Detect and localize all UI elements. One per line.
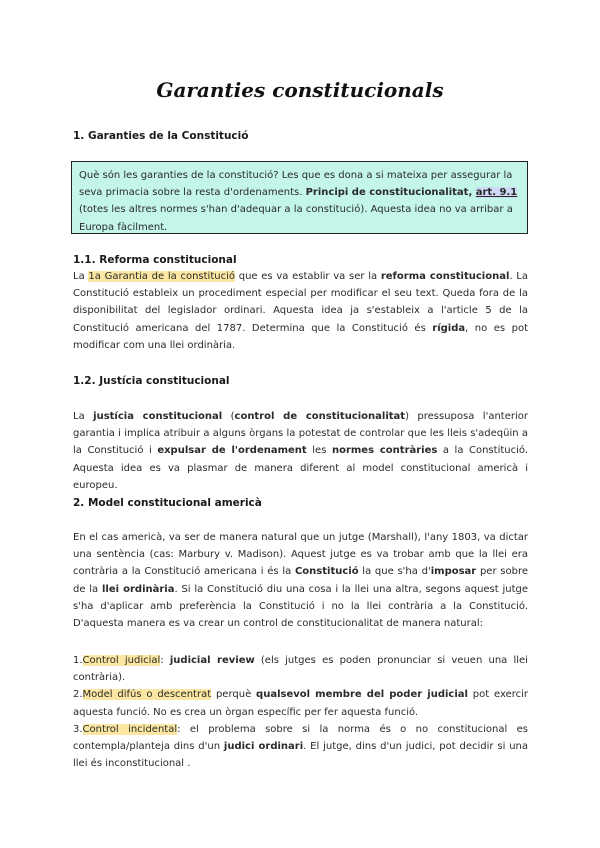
text: la que s'ha d' (358, 566, 431, 578)
paragraph-justicia (73, 408, 528, 494)
text: ) pressuposa l'anterior garantia i implica atribuir a alguns òrgans la potestat de controlar que les lleis s'adeqüin a la Constitució i (73, 411, 528, 457)
bold-term: judici ordinari (223, 741, 304, 753)
highlight-first-guarantee: 1a Garantia de la constitució (88, 271, 235, 282)
list-number: 2. (73, 689, 83, 701)
callout-highlight-article: art. 9.1 (475, 187, 518, 199)
text: a la Constitució. Aquesta idea es va plasmar de manera diferent al model constitucional americà i europeu. (73, 445, 529, 491)
bold-rigida: rígida (432, 322, 466, 334)
bold-expulsar: expulsar de l'ordenament (157, 445, 307, 457)
definition-callout-box (71, 161, 528, 234)
callout-bold-principle: Principi de constitucionalitat, (305, 187, 476, 199)
text: per sobre de la (73, 566, 528, 595)
paragraph-reforma (73, 268, 528, 354)
text: perquè (211, 689, 257, 701)
bold-imposar: imposar (430, 566, 477, 578)
list-item (73, 652, 528, 686)
bold-control: control de constitucionalitat (234, 411, 406, 422)
text: pot exercir aquesta funció. No es crea un òrgan específic per fer aquesta funció. (73, 689, 529, 718)
text: . El jutge, dins d'un judici, pot decidir si una llei és inconstitucional . (73, 741, 529, 770)
text: les (306, 445, 332, 457)
list-item (73, 721, 528, 773)
callout-text-2: (totes les altres normes s'han d'adequar a la constitució). Aquesta idea no va arribar a Europa fàcilment. (79, 204, 513, 233)
text: (els jutges es poden pronunciar si veuen una llei contrària). (73, 655, 528, 684)
text: : (160, 655, 170, 666)
text: . La Constitució estableix un procediment especial per modificar el seu text. Queda fora de la disponibilitat del legislador ordinari. Aquesta idea ja s'estableix a l'article 5 de la Constitució americana del 1787. Determina que la Constitució és (73, 271, 529, 334)
bold-term: judicial review (169, 655, 255, 666)
text: La (73, 271, 89, 282)
bold-reforma: reforma constitucional (380, 271, 510, 282)
text: . Si la Constitució diu una cosa i la llei una altra, segons aquest jutge s'ha d'aplicar amb preferència la Constitució i no la llei contrària a la Constitució. D'aquesta manera es va crear un control de constitucionalitat de manera natural: (73, 583, 529, 630)
highlight-term: Control incidental (82, 723, 178, 735)
list-item (73, 686, 528, 720)
paragraph-model-america (73, 529, 528, 632)
callout-text-1: Què són les garanties de la constitució? Les que es dona a si mateixa per assegurar la seva primacia sobre la resta d'ordenaments. (79, 170, 513, 199)
text: : el problema sobre si la norma és o no constitucional es contempla/planteja dins d'un (73, 723, 528, 753)
bold-constitucio: Constitució (294, 566, 359, 578)
section-heading-1-2: 1.2. Justícia constitucional (73, 375, 230, 387)
text: que es va establir va ser la (235, 271, 381, 282)
list-number: 3. (73, 723, 83, 735)
section-heading-1-1: 1.1. Reforma constitucional (73, 254, 237, 266)
highlight-term: Model difús o descentrat (82, 689, 212, 701)
highlight-term: Control judicial (82, 655, 161, 666)
page-title: Garanties constitucionals (156, 78, 444, 102)
bold-term: qualsevol membre del poder judicial (256, 689, 468, 701)
text: ( (222, 411, 235, 422)
section-heading-1: 1. Garanties de la Constitució (73, 130, 249, 142)
bold-normes: normes contràries (331, 445, 438, 457)
list-number: 1. (73, 655, 83, 666)
list-control (73, 652, 528, 772)
text: , no es pot modificar com una llei ordinària. (73, 322, 528, 351)
bold-llei-ordinaria: llei ordinària (101, 583, 175, 595)
bold-justicia: justícia constitucional (93, 411, 223, 422)
section-heading-2: 2. Model constitucional americà (73, 497, 262, 509)
text: En el cas americà, va ser de manera natural que un jutge (Marshall), l'any 1803, va dictar una sentència (cas: Marbury v. Madison). Aquest jutge es va trobar amb que la llei era contrària a la Constitució americana i és la (73, 532, 528, 578)
text: La (73, 411, 94, 422)
callout-text (79, 167, 519, 236)
